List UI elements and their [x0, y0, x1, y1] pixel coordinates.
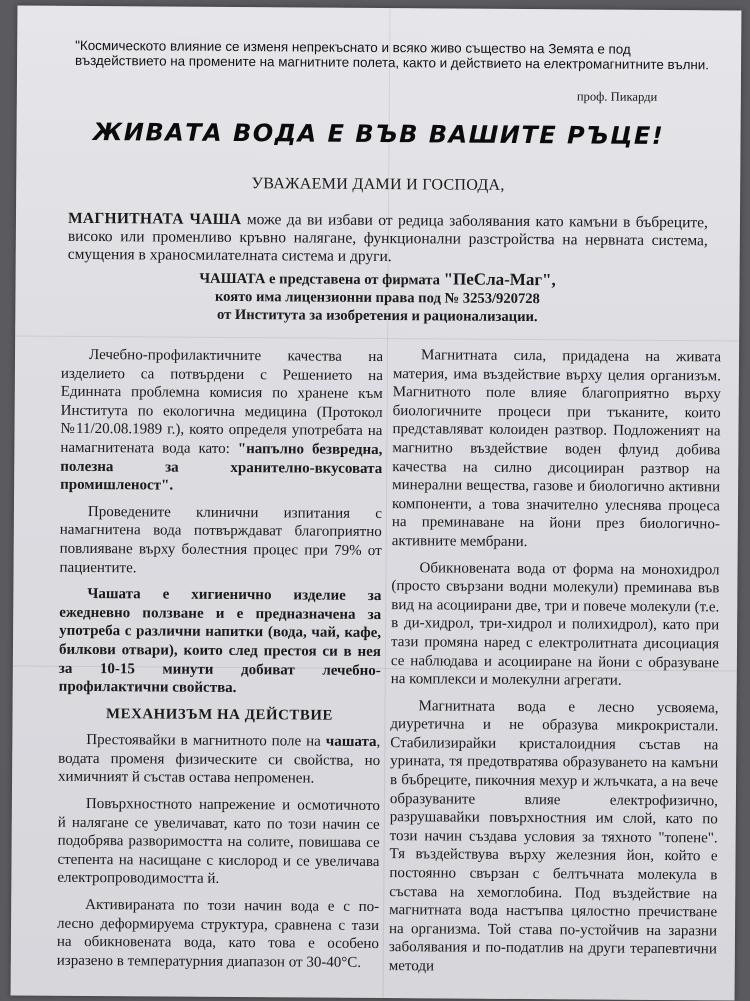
fold-line — [15, 335, 739, 341]
left-paragraph-1-text: Лечебно-профилактичните качества на изделието са потвърдени с Решението на Единната проблемна комисия по хранене към Института по екологична медицина (Протокол №11/20.08.1989 г.), която определя употребата на намагнитената вода като: — [60, 346, 384, 458]
left-paragraph-4-bold: чашата — [325, 733, 377, 751]
intro-lead: МАГНИТНАТА ЧАША — [67, 209, 242, 229]
page-title: ЖИВАТА ВОДА Е ВЪВ ВАШИТЕ РЪЦЕ! — [92, 118, 665, 151]
left-paragraph-4-text-end: , водата променя физическите си свойства, но химичният й състав остава непроменен. — [58, 734, 381, 788]
right-paragraph-2: Обикновената вода от форма на монохидрол (просто свързани водни молекули) преминава във вид на асоциирани две, три и повече молекули (т.е. в ди-хидрол, три-хидрол и полихидрол), като при тази промяна наред с електролитната дисоциация се наблюдава и асоцииране на йони с образуване на комплекси и молекулни агрегати. — [390, 559, 720, 689]
left-column — [57, 346, 383, 981]
intro-text: може да ви избави от редица заболявания като камъни в бъбреците, високо или променливо кръвно налягане, функционални разстройства на нервната система, смущения в храносмилателната система и други. — [67, 211, 709, 266]
quote-author: проф. Пикарди — [576, 89, 658, 104]
left-paragraph-1-bold: "напълно безвредна, полезна за хранително-вкусовата промишленост". — [60, 441, 383, 494]
right-paragraph-3: Магнитната вода е лесно усвояема, диуретична и не образува микрокристали. Стабилизирайки кристалоидния състав на урината, тя предотвратява образуването на камъни в бъбреците, пикочния мехур и жлъчката, а на вече образуваните влияе електрофизично, разрушавайки повърхностния им слой, като по този начин създава условия за тяхното "топене". Тя въздействува върху железния йон, който е постоянно свързан с белтъчната молекула в състава на хемоглобина. Под въздействие на магнитната вода настъпва цялостно пречистване на организма. Той става по-устойчив на заразни заболявания и по-податлив на други терапевтични методи — [388, 697, 719, 975]
company-line-2: която има лицензионни права под № 3253/920728 — [214, 288, 540, 308]
company-info — [15, 267, 739, 327]
left-paragraph-6: Активираната по този начин вода е с по-лесно деформируема структура, сравнена с тази на обикновената вода, като това е особено изразено в температурния диапазон от 30-40°С. — [56, 897, 380, 971]
company-line-1-text: ЧАШАТА е представена от фирмата — [199, 270, 444, 289]
right-column — [389, 346, 721, 986]
left-paragraph-1 — [60, 346, 383, 497]
left-paragraph-5: Повърхностното напрежение и осмотичното й налягане се увеличават, като по този начин се подобрява разворимостта на солите, повишава се степента на насищане с кислород и се увеличава електропроводимостта й. — [57, 796, 380, 888]
left-paragraph-2: Проведените клинични изпитания с намагнитена вода потвърждават благоприятно повлияване върху болестния процес при 79% от пациентите. — [59, 503, 382, 576]
company-name: "ПеСла-Маг", — [443, 269, 556, 290]
leaflet-paper — [11, 5, 742, 1000]
left-paragraph-4-text: Престоявайки в магнитното поле на — [86, 732, 326, 750]
company-line-3: от Института за изобретения и рационализации. — [216, 306, 538, 326]
epigraph-quote: "Космическото влияние се изменя непрекъснато и всяко живо същество на Земята е под въздействието на промените на магнитните полета, както и действието на електромагнитните вълни. — [75, 37, 710, 73]
section-heading: МЕХАНИЗЪМ НА ДЕЙСТВИЕ — [106, 705, 334, 724]
greeting: УВАЖАЕМИ ДАМИ И ГОСПОДА, — [251, 175, 505, 194]
intro-paragraph — [68, 210, 708, 268]
left-paragraph-3: Чашата е хигиенично изделие за ежедневно ползване и е предназначена за употреба с различни напитки (вода, чай, кафе, билкови отвари), които след престоя си в нея за 10-15 минути добиват лечебно-профилактични свойства. — [58, 586, 382, 697]
left-paragraph-4 — [58, 731, 380, 789]
right-paragraph-1: Магнитната сила, придадена на живата материя, има въздействие върху целия организъм. Магнитното поле влияе благоприятно върху биологичните процеси при тъканите, които представляват колоиден разтвор. Подложеният на магнитно въздействие воден флуид добива качества на силно дисоцииран разтвор на минерални вещества, газове и биологично активни компоненти, а това значително улеснява процеса на преминаване на йони през биологично-активните мембрани. — [391, 347, 722, 550]
